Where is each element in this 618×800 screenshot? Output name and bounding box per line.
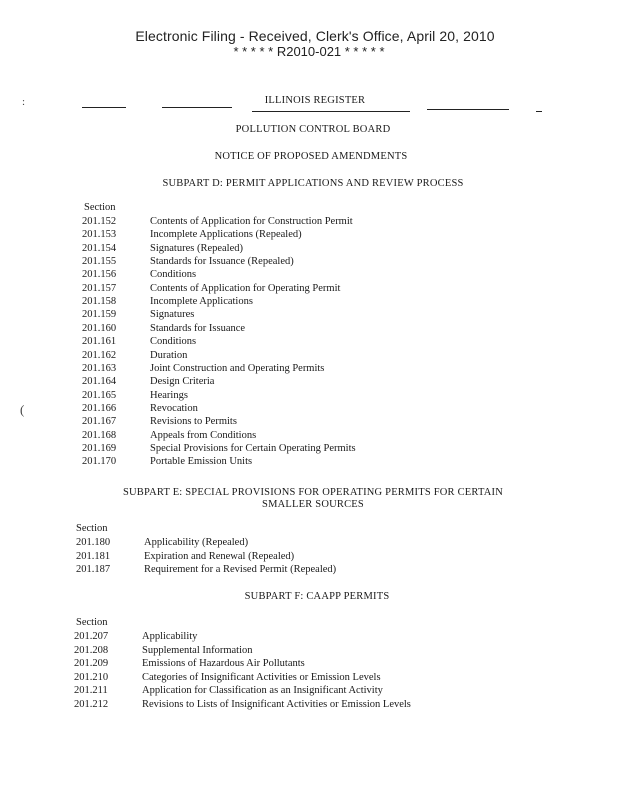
section-number: 201.163: [82, 362, 117, 374]
header-rule-right: [427, 109, 509, 110]
subpart-e-section-label: Section: [76, 523, 108, 534]
section-number: 201.170: [82, 456, 117, 468]
board-title: POLLUTION CONTROL BOARD: [235, 124, 391, 135]
section-title: Duration: [150, 349, 188, 361]
margin-mark-top: :: [22, 96, 26, 108]
section-title: Conditions: [150, 269, 197, 281]
section-number: 201.209: [74, 658, 109, 670]
section-number: 201.208: [74, 644, 109, 656]
section-title: Revisions to Lists of Insignificant Activities or Emission Levels: [142, 699, 411, 710]
section-title: Hearings: [150, 389, 188, 401]
section-title: Signatures (Repealed): [150, 242, 244, 254]
filing-stamp-line1: Electronic Filing - Received, Clerk's Office, April 20, 2010: [135, 28, 495, 44]
section-number: 201.162: [82, 349, 117, 361]
section-title: Applicability (Repealed): [144, 537, 249, 548]
header-rule-left-2: [162, 107, 232, 108]
section-number: 201.155: [82, 256, 117, 268]
subpart-f-section-label: Section: [76, 617, 108, 628]
section-title: Emissions of Hazardous Air Pollutants: [142, 658, 305, 670]
section-title: Incomplete Applications (Repealed): [150, 229, 302, 241]
section-title: Signatures: [150, 309, 195, 321]
header-rule-right-2: [536, 111, 542, 112]
section-number: 201.168: [82, 429, 117, 441]
section-number: 201.167: [82, 416, 117, 428]
subpart-e-heading-line2: SMALLER SOURCES: [262, 499, 364, 510]
section-number: 201.210: [74, 671, 109, 683]
notice-title: NOTICE OF PROPOSED AMENDMENTS: [214, 151, 408, 162]
subpart-e-heading-line1: SUBPART E: SPECIAL PROVISIONS FOR OPERATING PERMITS FOR CERTAIN: [122, 487, 503, 498]
section-title: Expiration and Renewal (Repealed): [144, 550, 295, 562]
subpart-f-heading: SUBPART F: CAAPP PERMITS: [244, 591, 390, 602]
section-title: Requirement for a Revised Permit (Repealed): [144, 564, 337, 575]
section-title: Standards for Issuance (Repealed): [150, 256, 294, 268]
section-number: 201.165: [82, 389, 117, 401]
section-title: Application for Classification as an Insignificant Activity: [142, 685, 383, 697]
section-title: Categories of Insignificant Activities or Emission Levels: [142, 671, 381, 683]
section-number: 201.207: [74, 631, 109, 642]
header-rule-center: [252, 111, 410, 112]
section-number: 201.160: [82, 322, 117, 334]
section-title: Appeals from Conditions: [150, 429, 257, 441]
section-title: Applicability: [142, 631, 198, 642]
section-number: 201.164: [82, 376, 117, 388]
section-number: 201.211: [74, 685, 108, 697]
section-number: 201.169: [82, 442, 117, 454]
section-number: 201.159: [82, 309, 117, 321]
subpart-d-section-label: Section: [84, 202, 116, 213]
section-number: 201.156: [82, 269, 117, 281]
section-title: Incomplete Applications: [150, 296, 253, 308]
section-title: Joint Construction and Operating Permits: [150, 362, 325, 374]
section-title: Special Provisions for Certain Operating Permits: [150, 442, 356, 454]
section-title: Portable Emission Units: [150, 456, 253, 468]
section-title: Contents of Application for Construction Permit: [150, 216, 353, 227]
section-title: Revocation: [150, 402, 198, 414]
section-number: 201.161: [82, 336, 117, 348]
section-number: 201.157: [82, 282, 117, 294]
section-number: 201.166: [82, 402, 117, 414]
section-title: Revisions to Permits: [150, 416, 237, 428]
section-title: Contents of Application for Operating Permit: [150, 282, 341, 294]
section-title: Conditions: [150, 336, 197, 348]
filing-stamp-docket: * * * * * R2010-021 * * * * *: [233, 44, 385, 59]
section-number: 201.154: [82, 242, 117, 254]
section-number: 201.180: [76, 537, 111, 548]
header-rule-left: [82, 107, 126, 108]
section-title: Standards for Issuance: [150, 322, 246, 334]
section-number: 201.153: [82, 229, 117, 241]
subpart-d-heading: SUBPART D: PERMIT APPLICATIONS AND REVIEW PROCESS: [162, 178, 464, 189]
section-title: Design Criteria: [150, 376, 215, 388]
section-number: 201.158: [82, 296, 117, 308]
section-number: 201.212: [74, 699, 109, 710]
register-title: ILLINOIS REGISTER: [264, 95, 366, 106]
section-number: 201.187: [76, 564, 111, 575]
section-number: 201.181: [76, 550, 111, 562]
margin-mark-mid: (: [20, 402, 25, 417]
section-number: 201.152: [82, 216, 117, 227]
section-title: Supplemental Information: [142, 644, 253, 656]
